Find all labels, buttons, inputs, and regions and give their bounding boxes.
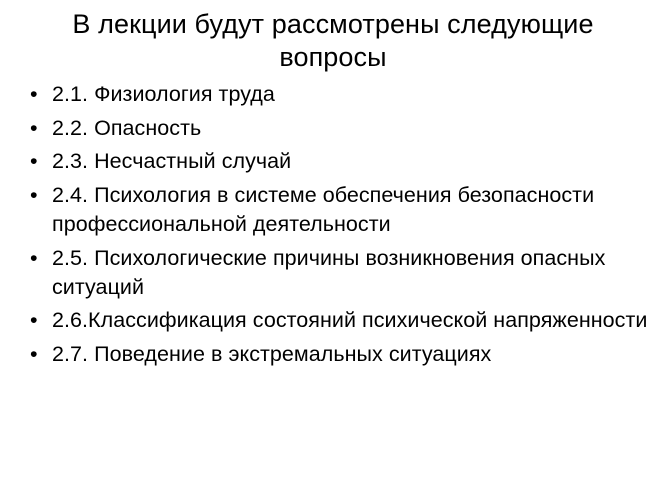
list-item-label: 2.3. Несчастный случай <box>52 149 292 174</box>
bullet-marker-icon: • <box>30 149 38 174</box>
bullet-marker-icon: • <box>30 81 38 106</box>
bullet-list <box>10 80 656 369</box>
list-item <box>18 244 656 302</box>
list-item <box>18 340 656 369</box>
list-item <box>18 114 656 143</box>
bullet-marker-icon: • <box>30 115 38 140</box>
list-item-label: 2.6.Классификация состояний психической напряженности <box>52 308 648 333</box>
list-item-label: 2.4. Психология в системе обеспечения безопасности профессиональной деятельности <box>52 183 595 237</box>
list-item-label: 2.5. Психологические причины возникновения опасных ситуаций <box>52 245 606 299</box>
bullet-marker-icon: • <box>30 245 38 270</box>
list-item <box>18 306 656 335</box>
list-item <box>18 181 656 239</box>
list-item <box>18 80 656 109</box>
list-item-label: 2.7. Поведение в экстремальных ситуациях <box>52 342 492 367</box>
list-item-label: 2.1. Физиология труда <box>52 81 275 106</box>
list-item <box>18 147 656 176</box>
bullet-marker-icon: • <box>30 308 38 333</box>
bullet-marker-icon: • <box>30 342 38 367</box>
bullet-marker-icon: • <box>30 183 38 208</box>
page-title: В лекции будут рассмотрены следующие вопросы <box>72 9 594 72</box>
list-item-label: 2.2. Опасность <box>52 115 202 140</box>
